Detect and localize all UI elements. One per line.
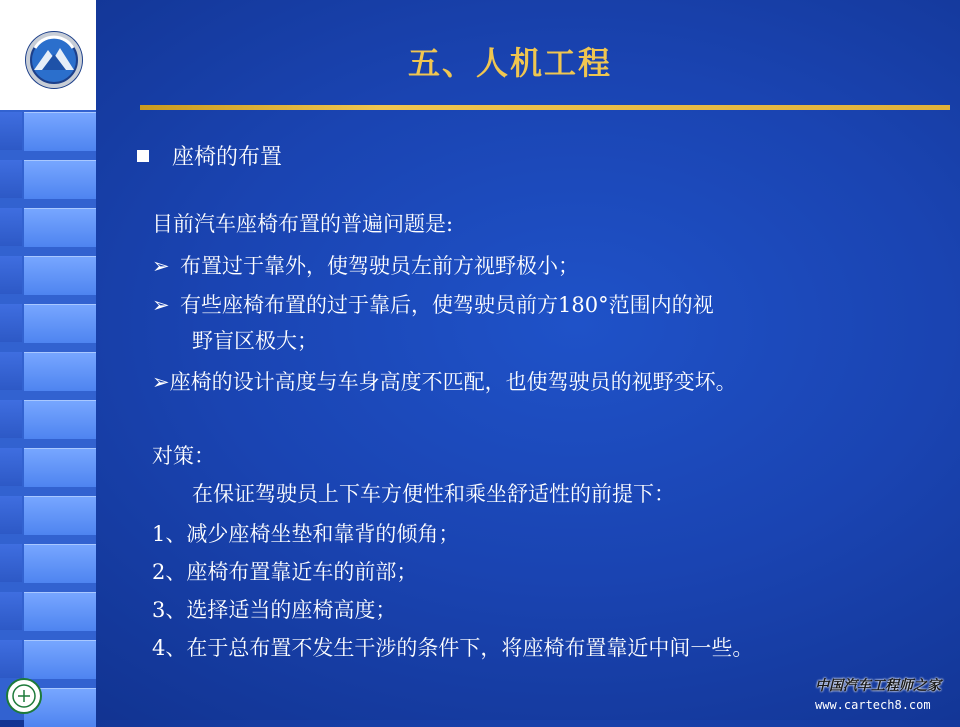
strip-tile [24, 304, 96, 343]
strip-tile [24, 496, 96, 535]
problem-item-text: 有些座椅布置的过于靠后，使驾驶员前方180°范围内的视 [180, 293, 714, 317]
problem-item-continuation: 野盲区极大； [192, 329, 318, 353]
problem-item-text: 座椅的设计高度与车身高度不匹配，也使驾驶员的视野变坏。 [169, 370, 737, 394]
strip-tile [24, 160, 96, 199]
strip-tile [0, 304, 22, 342]
countermeasure-item: 3、选择适当的座椅高度； [152, 598, 397, 622]
problem-item [152, 289, 714, 319]
strip-tile [0, 208, 22, 246]
strip-tile [0, 448, 22, 486]
strip-tile [24, 112, 96, 151]
strip-tile [24, 256, 96, 295]
title-divider [140, 105, 950, 110]
strip-tile [0, 160, 22, 198]
strip-tile [24, 640, 96, 679]
strip-tile [0, 496, 22, 534]
strip-tile [0, 352, 22, 390]
countermeasure-item: 4、在于总布置不发生干涉的条件下，将座椅布置靠近中间一些。 [152, 636, 754, 660]
problems-intro: 目前汽车座椅布置的普遍问题是: [152, 212, 454, 236]
watermark-name: 中国汽车工程师之家 [815, 678, 941, 694]
strip-tile [24, 352, 96, 391]
square-bullet-icon [137, 150, 149, 162]
countermeasure-item: 1、减少座椅坐垫和靠背的倾角； [152, 522, 460, 546]
csi-seal-icon [6, 678, 42, 714]
slide-title: 五、人机工程 [407, 44, 612, 82]
arrow-bullet-icon: ➢ [152, 293, 170, 317]
strip-tile [0, 544, 22, 582]
problem-item-text: 布置过于靠外，使驾驶员左前方视野极小； [180, 254, 579, 278]
strip-tile [0, 640, 22, 678]
strip-tile [0, 112, 22, 150]
watermark-url: www.cartech8.com [815, 698, 931, 712]
countermeasure-item: 2、座椅布置靠近车的前部； [152, 560, 418, 584]
arrow-bullet-icon: ➢ [152, 254, 170, 278]
countermeasures-heading: 对策： [152, 444, 215, 468]
problem-item [152, 250, 579, 280]
strip-tile [0, 256, 22, 294]
strip-tile [24, 208, 96, 247]
problem-item [152, 366, 737, 396]
strip-tile [24, 592, 96, 631]
strip-tile [24, 400, 96, 439]
strip-tile [24, 544, 96, 583]
strip-tile [0, 592, 22, 630]
strip-tile [24, 448, 96, 487]
countermeasures-premise: 在保证驾驶员上下车方便性和乘坐舒适性的前提下： [192, 482, 675, 506]
arrow-bullet-icon: ➢ [152, 370, 170, 394]
section-heading: 座椅的布置 [172, 145, 283, 170]
strip-tile [0, 400, 22, 438]
